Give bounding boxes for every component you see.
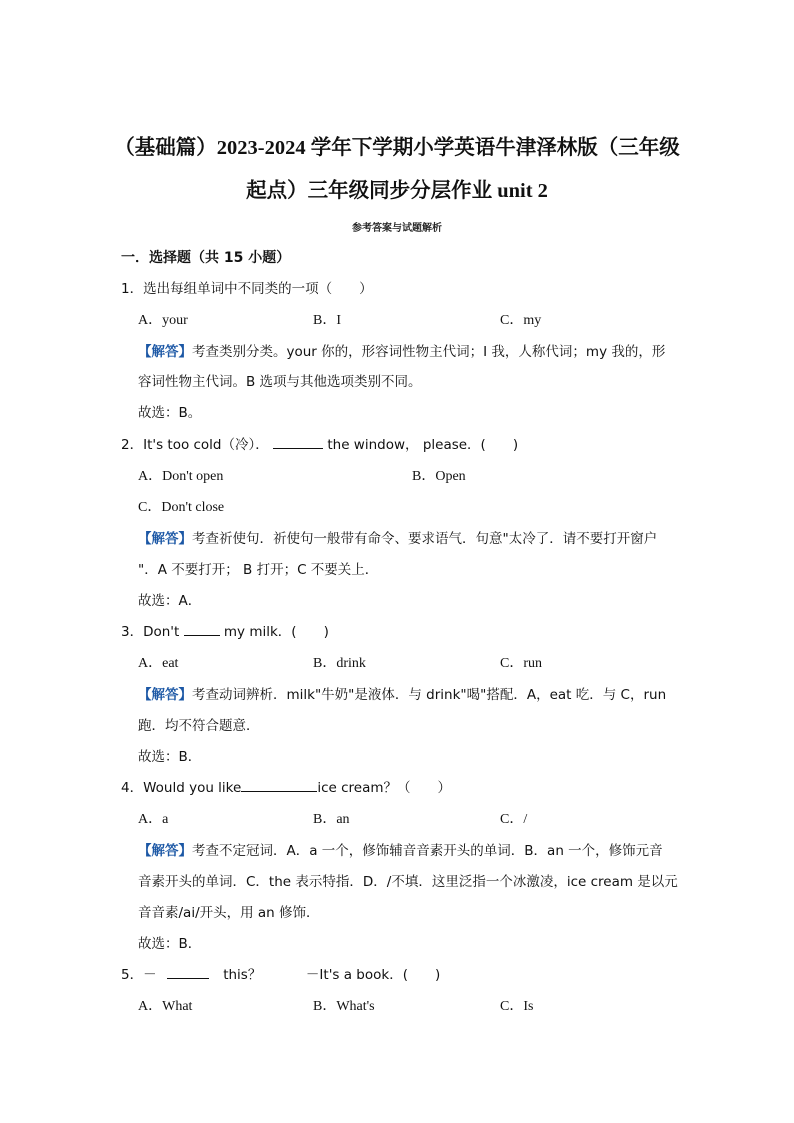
question-3-stem (121, 623, 329, 641)
question-1-stem: 1．选出每组单词中不同类的一项（ ） (121, 281, 373, 297)
question-5-option-b: B．What's (313, 999, 375, 1014)
question-1-answer-text-2: 容词性物主代词。B 选项与其他选项类别不同。 (138, 374, 422, 390)
question-2-blank (273, 436, 323, 449)
question-3-stem-before: 3．Don't (121, 624, 180, 640)
answer-tag: 【解答】 (138, 843, 192, 859)
question-2-option-c: C．Don't close (138, 500, 225, 515)
page-subtitle: 参考答案与试题解析 (352, 223, 442, 234)
question-3-option-a: A．eat (138, 656, 179, 671)
question-4-option-b: B．an (313, 812, 350, 827)
answer-tag: 【解答】 (138, 687, 192, 703)
question-3-stem-after: my milk．( ) (223, 624, 329, 640)
question-4-answer (138, 842, 663, 860)
question-2-option-b: B．Open (412, 469, 466, 484)
question-4-blank (241, 779, 317, 792)
question-4-conclusion: 故选：B． (138, 936, 202, 952)
question-2-stem-before: 2．It's too cold（冷）． (121, 437, 269, 453)
answer-tag: 【解答】 (138, 531, 192, 547)
question-4-option-a: A．a (138, 812, 169, 827)
question-5-stem-before: 5．－ (121, 967, 157, 983)
question-5-option-c: C．Is (500, 999, 534, 1014)
question-3-answer (138, 686, 666, 704)
question-3-answer-text: 考查动词辨析．milk"牛奶"是液体．与 drink"喝"搭配．A，eat 吃．与 C，run (192, 687, 667, 703)
question-1-option-b: B．I (313, 313, 341, 328)
question-2-answer-text: 考查祈使句．祈使句一般带有命令、要求语气．句意"太冷了．请不要打开窗户 (192, 531, 658, 547)
answer-tag: 【解答】 (138, 344, 192, 360)
question-3-option-b: B．drink (313, 656, 366, 671)
question-1-option-a: A．your (138, 313, 188, 328)
question-5-stem-mid: this？ (223, 967, 262, 983)
question-2-answer-text-2: "．A 不要打开； B 打开；C 不要关上． (138, 562, 379, 578)
question-1-conclusion: 故选：B。 (138, 405, 202, 421)
question-3-answer-text-2: 跑．均不符合题意． (138, 718, 260, 734)
section-title: 一．选择题（共 15 小题） (121, 250, 291, 266)
question-4-option-c: C．/ (500, 812, 528, 827)
question-2-stem (121, 436, 518, 454)
question-1-option-c: C．my (500, 313, 542, 328)
question-4-stem-before: 4．Would you like (121, 780, 242, 796)
question-5-stem-after: －It's a book．( ) (305, 967, 441, 983)
question-5-option-a: A．What (138, 999, 193, 1014)
question-3-conclusion: 故选：B． (138, 749, 202, 765)
question-5-blank (167, 966, 209, 979)
question-3-option-c: C．run (500, 656, 542, 671)
question-3-blank (184, 623, 220, 636)
question-2-conclusion: 故选：A． (138, 593, 202, 609)
question-2-option-a: A．Don't open (138, 469, 224, 484)
question-4-answer-text-2: 音素开头的单词．C．the 表示特指．D．/不填．这里泛指一个冰激凌，ice cream 是以元 (138, 874, 678, 890)
question-4-answer-text-3: 音音素/ai/开头，用 an 修饰． (138, 905, 320, 921)
question-4-answer-text: 考查不定冠词．A．a 一个，修饰辅音音素开头的单词．B．an 一个，修饰元音 (192, 843, 663, 859)
question-2-stem-after: the window， please．( ) (327, 437, 519, 453)
page-title-line-1: （基础篇）2023-2024 学年下学期小学英语牛津泽林版（三年级 (114, 137, 680, 159)
question-4-stem (121, 779, 451, 797)
question-2-answer (138, 530, 657, 548)
question-1-answer (138, 343, 665, 361)
page-title-line-2: 起点）三年级同步分层作业 unit 2 (246, 180, 548, 202)
question-1-answer-text: 考查类别分类。your 你的，形容词性物主代词；I 我，人称代词；my 我的，形 (192, 344, 666, 360)
question-4-stem-after: ice cream？（ ） (317, 780, 452, 796)
question-5-stem (121, 966, 440, 984)
